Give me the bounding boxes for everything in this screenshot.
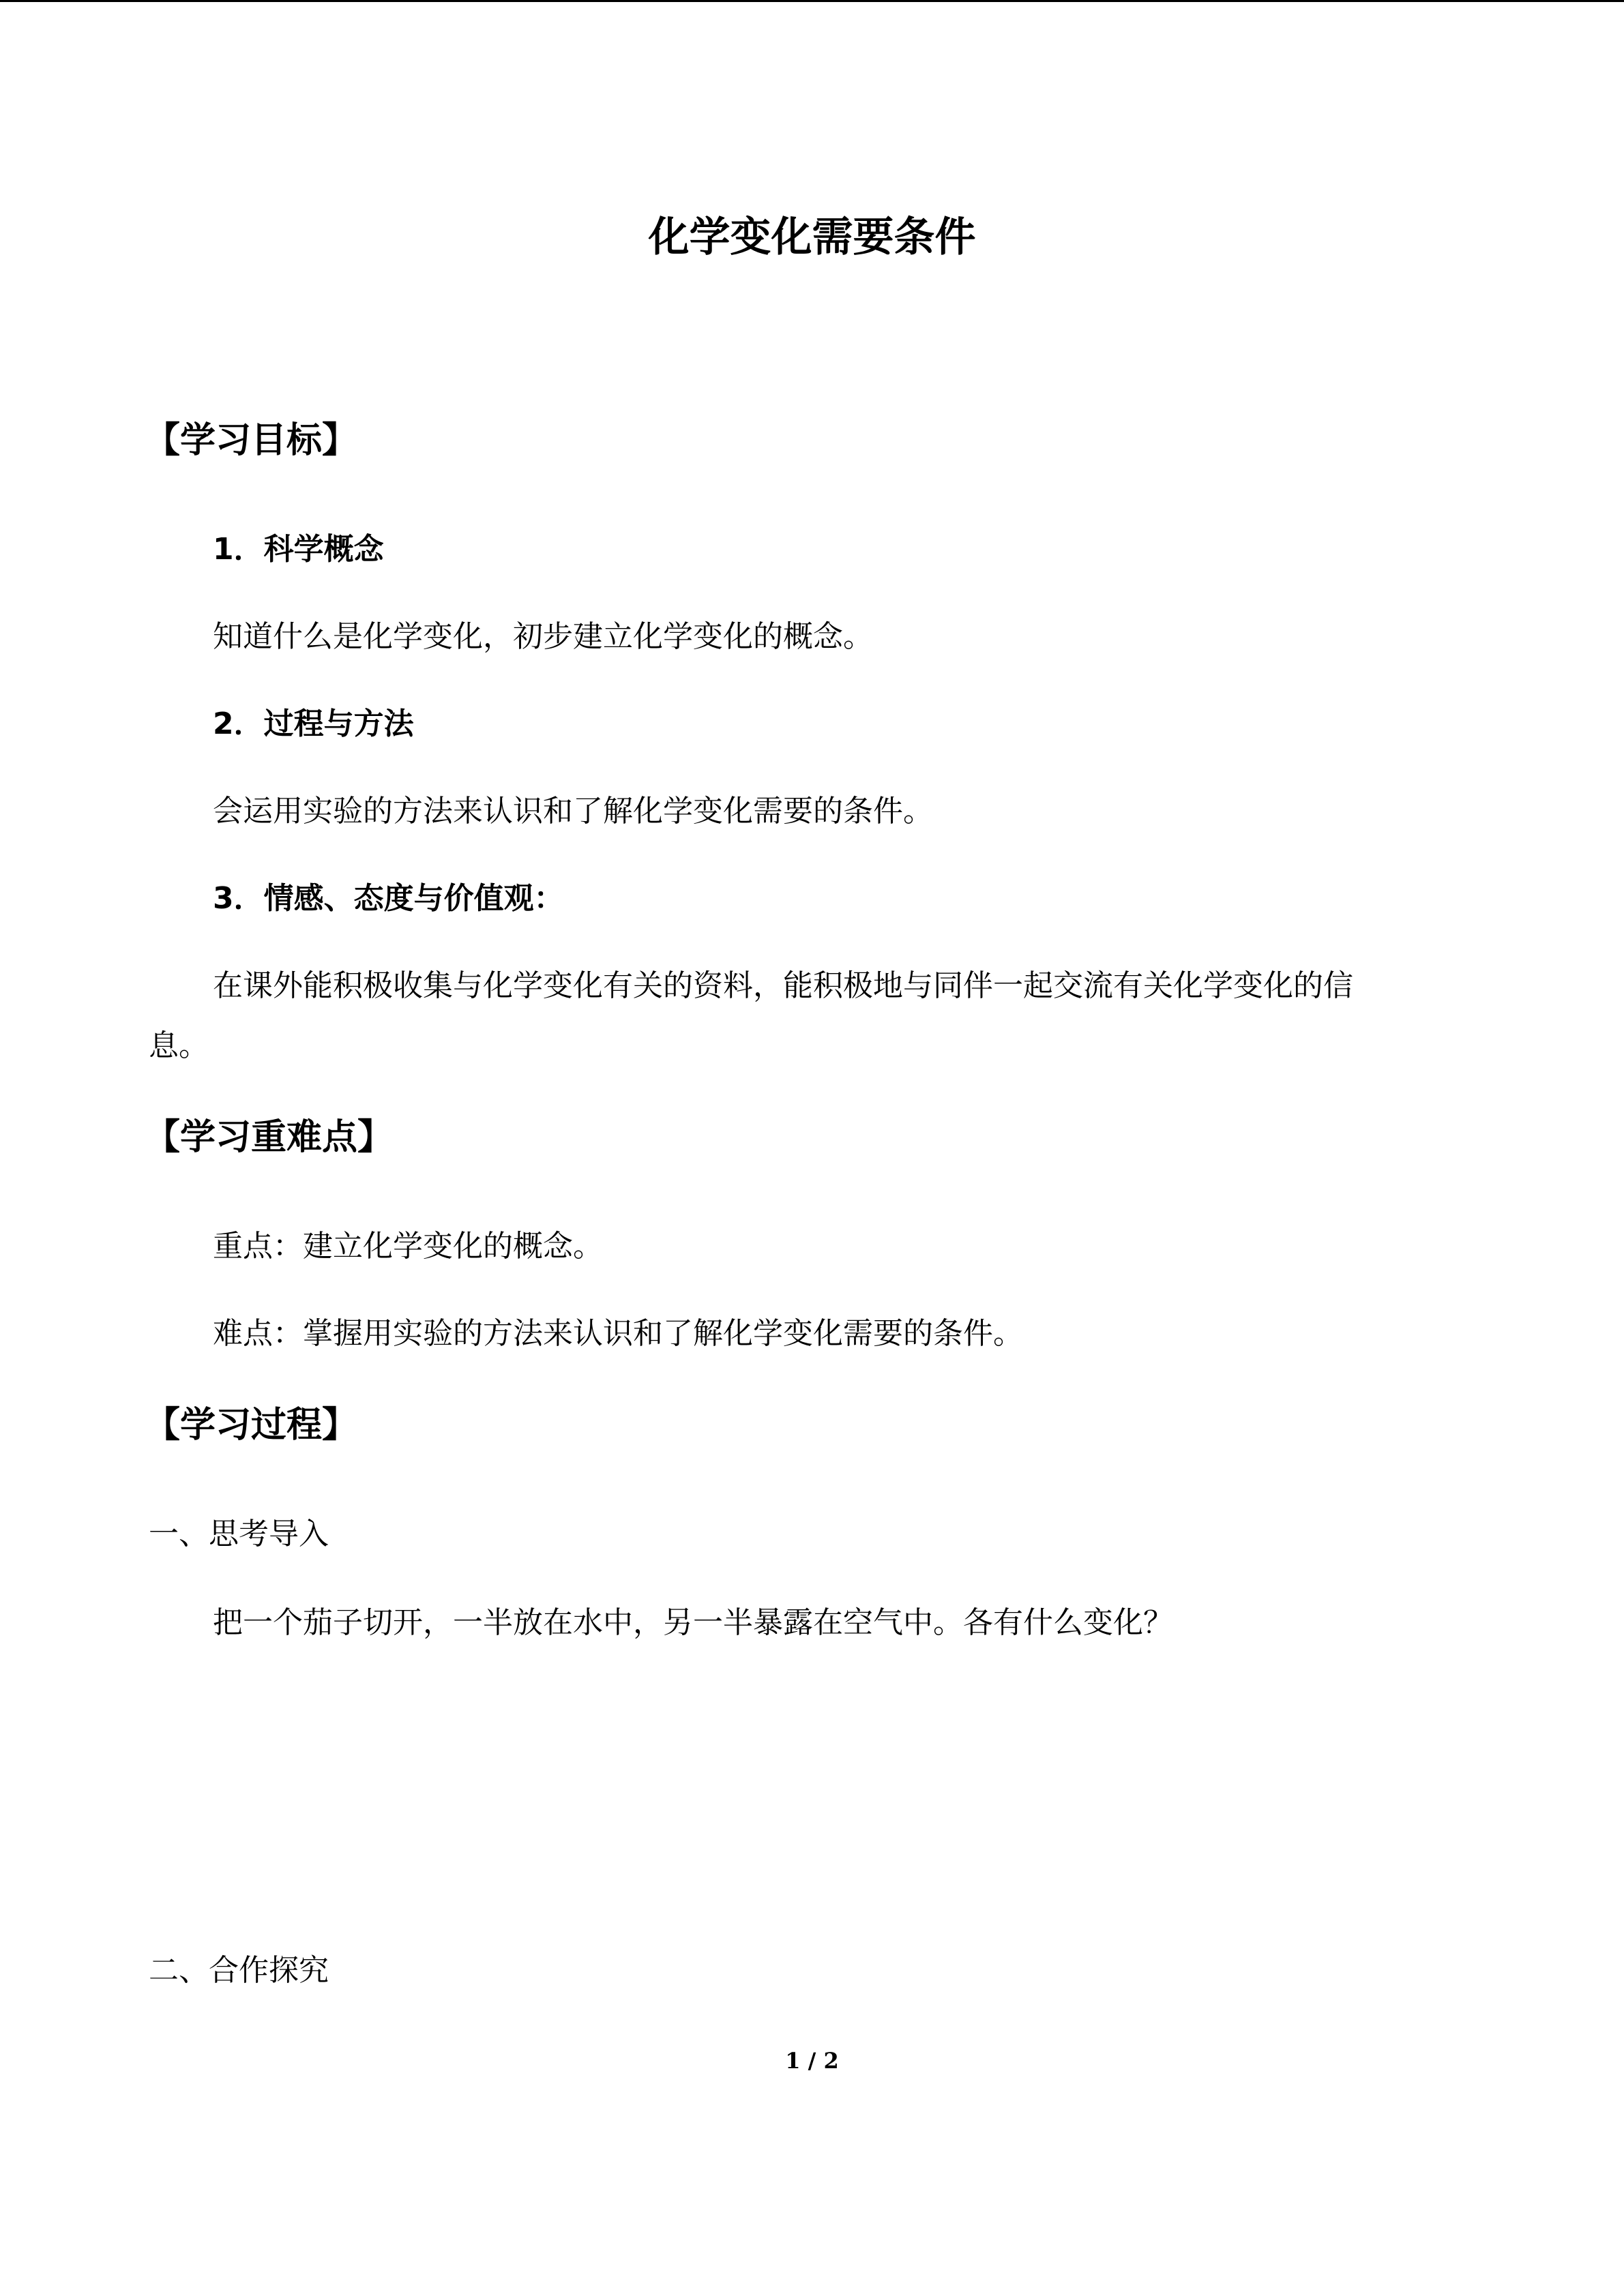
process-part-1-heading: 一、思考导入 (149, 1517, 329, 1551)
objective-item-1-text: 知道什么是化学变化，初步建立化学变化的概念。 (213, 619, 873, 654)
section-heading-objectives: 【学习目标】 (145, 420, 358, 461)
objective-item-3-heading: 3．情感、态度与价值观： (213, 881, 564, 916)
section-heading-process: 【学习过程】 (145, 1405, 358, 1446)
objective-item-2-heading: 2．过程与方法 (213, 706, 414, 741)
page-number: 1 / 2 (785, 2048, 839, 2074)
key-point-text: 重点：建立化学变化的概念。 (213, 1229, 603, 1264)
top-border-line (0, 0, 1624, 2)
objective-item-3-text-line1: 在课外能积极收集与化学变化有关的资料，能积极地与同伴一起交流有关化学变化的信 (213, 968, 1353, 1003)
objective-item-2-text: 会运用实验的方法来认识和了解化学变化需要的条件。 (213, 794, 933, 829)
objective-item-3-text-line2: 息。 (149, 1028, 209, 1063)
document-title: 化学变化需要条件 (648, 213, 976, 261)
section-heading-key-points: 【学习重难点】 (145, 1117, 394, 1158)
difficult-point-text: 难点：掌握用实验的方法来认识和了解化学变化需要的条件。 (213, 1316, 1023, 1351)
objective-item-1-heading: 1．科学概念 (213, 532, 384, 567)
process-part-1-text: 把一个茄子切开，一半放在水中，另一半暴露在空气中。各有什么变化？ (213, 1605, 1173, 1640)
process-part-2-heading: 二、合作探究 (149, 1953, 329, 1988)
